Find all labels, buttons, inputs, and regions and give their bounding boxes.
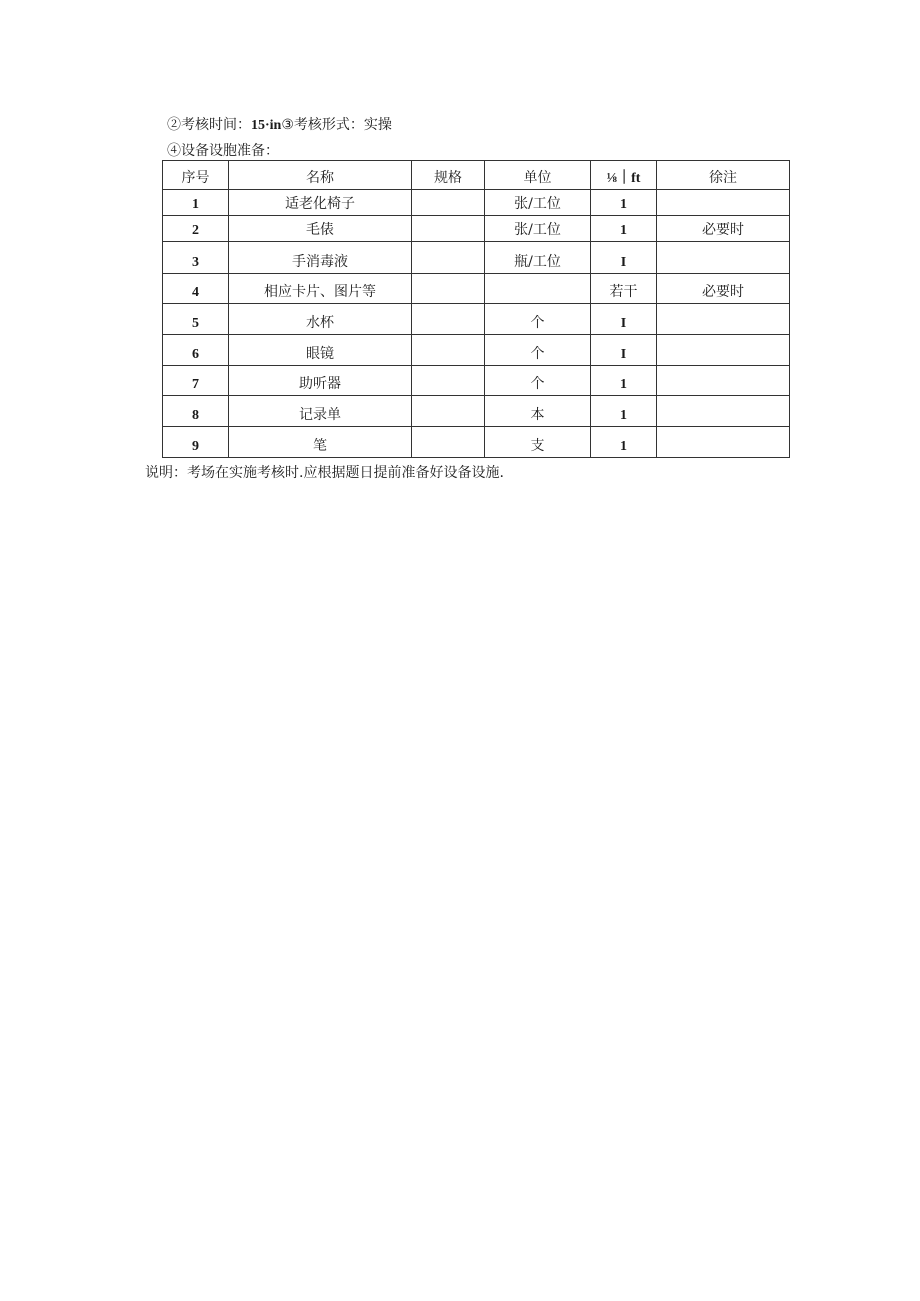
exam-format-text: ③考核形式：实操: [281, 117, 392, 133]
cell-unit: 个: [485, 335, 591, 366]
cell-quantity: I: [591, 304, 657, 335]
cell-name: 眼镜: [229, 335, 412, 366]
cell-name: 水杯: [229, 304, 412, 335]
cell-note: [657, 190, 790, 216]
cell-spec: [412, 216, 485, 242]
cell-name: 记录单: [229, 396, 412, 427]
header-index: 序号: [163, 161, 229, 190]
table-row: [163, 274, 790, 304]
cell-index: 5: [163, 304, 229, 335]
cell-name: 助听器: [229, 366, 412, 396]
cell-note: [657, 304, 790, 335]
cell-spec: [412, 190, 485, 216]
cell-spec: [412, 427, 485, 458]
cell-note: 必要时: [657, 274, 790, 304]
cell-quantity: 1: [591, 427, 657, 458]
table-body: [163, 190, 790, 458]
cell-index: 6: [163, 335, 229, 366]
cell-index: 4: [163, 274, 229, 304]
cell-name: 笔: [229, 427, 412, 458]
header-name: 名称: [229, 161, 412, 190]
exam-time-label: ②考核时间：: [167, 117, 251, 133]
cell-quantity: I: [591, 242, 657, 274]
cell-note: [657, 366, 790, 396]
header-unit: 单位: [485, 161, 591, 190]
table-row: [163, 190, 790, 216]
table-row: [163, 396, 790, 427]
cell-quantity: 1: [591, 396, 657, 427]
cell-unit: 张/工位: [485, 216, 591, 242]
header-spec: 规格: [412, 161, 485, 190]
cell-spec: [412, 304, 485, 335]
cell-quantity: 1: [591, 366, 657, 396]
table-row: [163, 335, 790, 366]
cell-name: 毛俵: [229, 216, 412, 242]
cell-index: 2: [163, 216, 229, 242]
cell-spec: [412, 396, 485, 427]
header-quantity: ⅛｜ft: [591, 161, 657, 190]
header-note: 徐注: [657, 161, 790, 190]
cell-unit: 个: [485, 366, 591, 396]
table-row: [163, 366, 790, 396]
table-row: [163, 304, 790, 335]
cell-quantity: 1: [591, 216, 657, 242]
cell-unit: 张/工位: [485, 190, 591, 216]
cell-unit: 本: [485, 396, 591, 427]
cell-spec: [412, 274, 485, 304]
cell-spec: [412, 366, 485, 396]
cell-index: 1: [163, 190, 229, 216]
cell-unit: 个: [485, 304, 591, 335]
equipment-prep-heading: ④设备设胞准备：: [167, 143, 279, 159]
cell-unit: 瓶/工位: [485, 242, 591, 274]
equipment-table: [162, 160, 790, 458]
footer-note: 说明：考场在实施考核时.应根据题日提前准备好设备设施.: [145, 465, 504, 481]
table-header-row: [163, 161, 790, 190]
cell-spec: [412, 335, 485, 366]
cell-index: 7: [163, 366, 229, 396]
table-row: [163, 427, 790, 458]
cell-quantity: 若干: [591, 274, 657, 304]
cell-name: 适老化椅子: [229, 190, 412, 216]
exam-time-value: 15·in: [251, 118, 282, 133]
cell-name: 相应卡片、图片等: [229, 274, 412, 304]
cell-name: 手消毒液: [229, 242, 412, 274]
cell-note: [657, 396, 790, 427]
table-row: [163, 216, 790, 242]
cell-note: [657, 242, 790, 274]
cell-unit: [485, 274, 591, 304]
cell-note: [657, 427, 790, 458]
exam-time-format-line: [167, 116, 392, 135]
cell-quantity: 1: [591, 190, 657, 216]
cell-unit: 支: [485, 427, 591, 458]
table-row: [163, 242, 790, 274]
cell-spec: [412, 242, 485, 274]
cell-quantity: I: [591, 335, 657, 366]
cell-note: 必要时: [657, 216, 790, 242]
cell-index: 8: [163, 396, 229, 427]
cell-index: 3: [163, 242, 229, 274]
cell-note: [657, 335, 790, 366]
cell-index: 9: [163, 427, 229, 458]
